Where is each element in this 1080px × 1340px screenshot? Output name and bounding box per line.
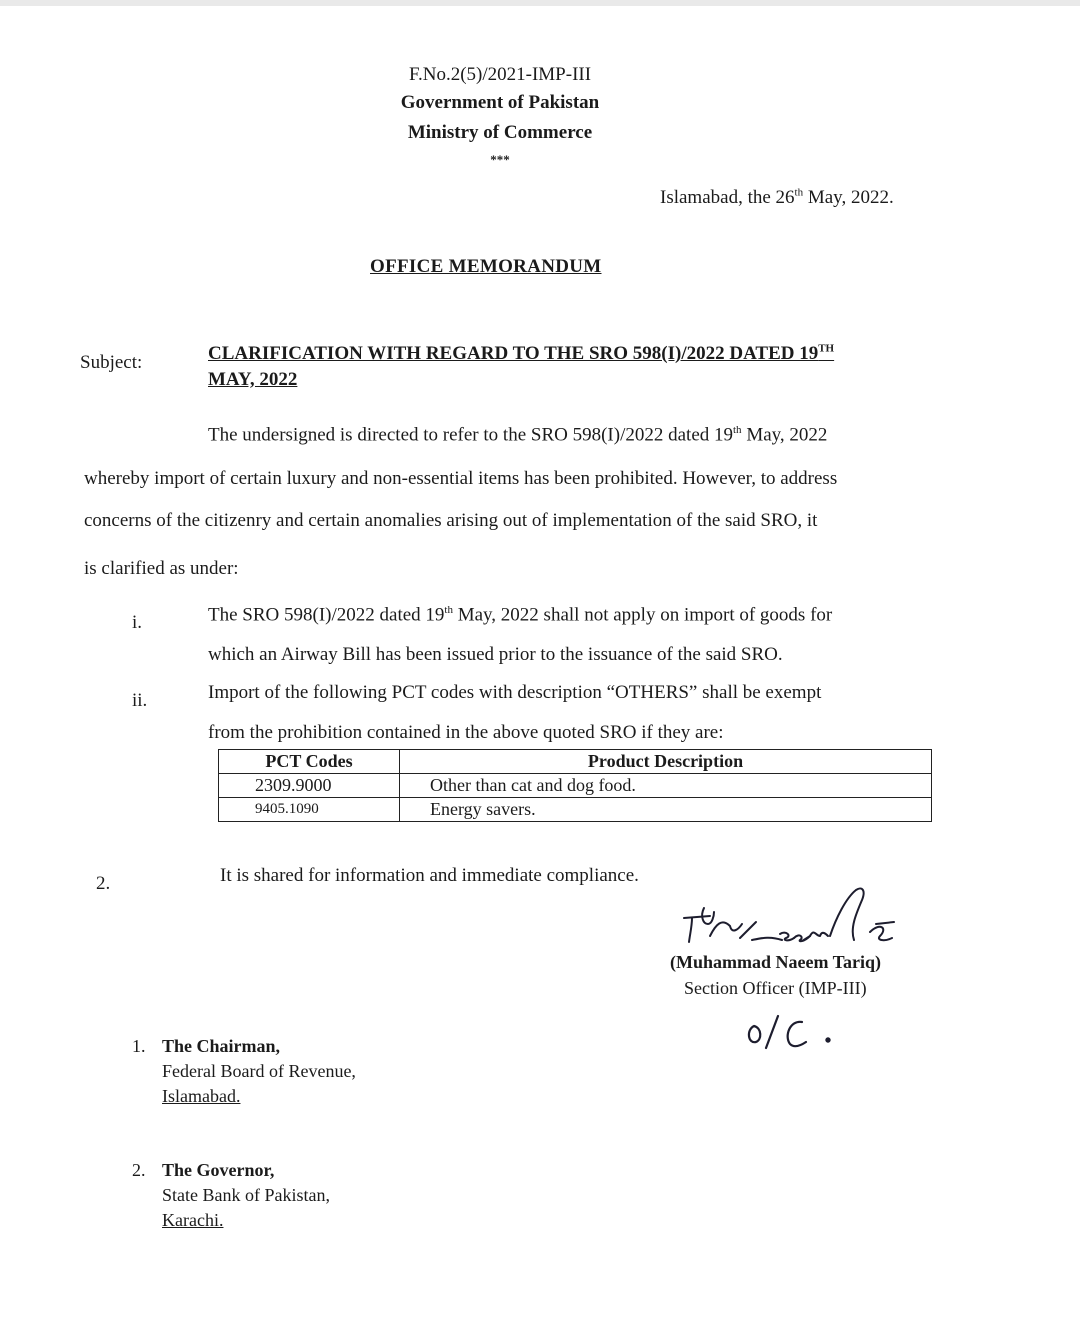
addressee-city: Islamabad. <box>162 1085 241 1106</box>
addressee-number: 2. <box>132 1160 146 1180</box>
addressee-organization: State Bank of Pakistan, <box>162 1184 330 1205</box>
item-ii-number: ii. <box>132 690 148 711</box>
addressee-title: The Governor, <box>162 1160 275 1180</box>
paragraph1-line1: The undersigned is directed to refer to the SRO 598(I)/2022 dated 19th May, 2022 <box>208 424 828 446</box>
table-header-product-description: Product Description <box>400 750 932 774</box>
item-i-line2: which an Airway Bill has been issued prior to the issuance of the said SRO. <box>208 644 783 665</box>
subject-label: Subject: <box>80 352 143 373</box>
table-row <box>219 798 932 822</box>
signatory-name: (Muhammad Naeem Tariq) <box>670 952 881 972</box>
table-cell-description: Energy savers. <box>400 798 932 822</box>
ministry-heading: Ministry of Commerce <box>407 122 593 143</box>
date-line: Islamabad, the 26th May, 2022. <box>660 186 894 208</box>
item-ii-line2: from the prohibition contained in the above quoted SRO if they are: <box>208 722 724 743</box>
handwritten-note <box>740 1006 850 1056</box>
addressee-city: Karachi. <box>162 1209 224 1230</box>
addressee-2 <box>132 1158 330 1232</box>
paragraph1-line4: is clarified as under: <box>84 558 239 579</box>
subject-text: CLARIFICATION WITH REGARD TO THE SRO 598(I)/2022 DATED 19TH MAY, 2022 <box>208 342 835 390</box>
pct-codes-table <box>218 749 932 822</box>
paragraph2-number: 2. <box>96 873 111 894</box>
paragraph1-line2: whereby import of certain luxury and non-essential items has been prohibited. However, to address <box>84 468 838 489</box>
table-header-row <box>219 750 932 774</box>
handwritten-signature <box>670 878 920 958</box>
table-cell-pct-code: 9405.1090 <box>219 798 400 822</box>
paragraph2-text: It is shared for information and immediate compliance. <box>220 865 639 886</box>
memo-title: OFFICE MEMORANDUM <box>370 256 602 277</box>
item-i-line1: The SRO 598(I)/2022 dated 19th May, 2022 shall not apply on import of goods for <box>208 604 833 626</box>
paragraph1-line3: concerns of the citizenry and certain anomalies arising out of implementation of the said SRO, it <box>84 510 818 531</box>
government-heading: Government of Pakistan <box>400 92 600 113</box>
header-stars: *** <box>490 152 510 167</box>
addressee-organization: Federal Board of Revenue, <box>162 1060 356 1081</box>
document-page <box>0 6 1080 1340</box>
addressee-1 <box>132 1034 356 1108</box>
table-cell-pct-code: 2309.9000 <box>219 774 400 798</box>
file-number: F.No.2(5)/2021-IMP-III <box>408 64 592 85</box>
addressee-number: 1. <box>132 1036 146 1056</box>
table-row <box>219 774 932 798</box>
signatory-designation: Section Officer (IMP-III) <box>684 978 867 998</box>
item-i-number: i. <box>132 612 143 633</box>
table-cell-description: Other than cat and dog food. <box>400 774 932 798</box>
table-header-pct-codes: PCT Codes <box>219 750 400 774</box>
addressee-title: The Chairman, <box>162 1036 281 1056</box>
item-ii-line1: Import of the following PCT codes with description “OTHERS” shall be exempt <box>208 682 822 703</box>
